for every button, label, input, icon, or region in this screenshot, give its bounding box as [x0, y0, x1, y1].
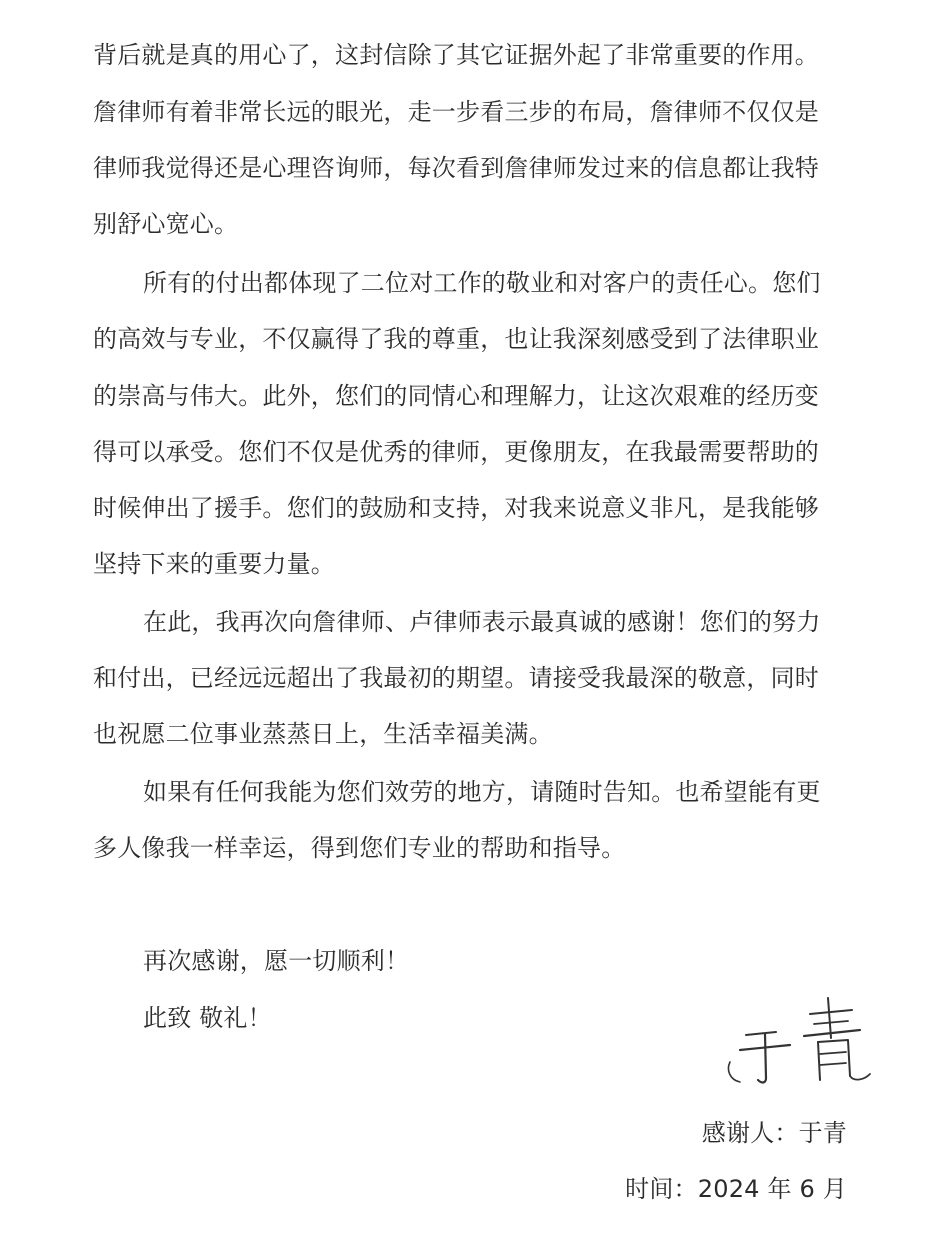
body-line-11: 在此，我再次向詹律师、卢律师表示最真诚的感谢！您们的努力 [143, 608, 821, 636]
body-line-1: 背后就是真的用心了，这封信除了其它证据外起了非常重要的作用。 [93, 41, 819, 69]
body-line-13: 也祝愿二位事业蒸蒸日上，生活幸福美满。 [93, 720, 553, 748]
closing-thanks: 再次感谢，愿一切顺利！ [143, 947, 410, 975]
thanker-label: 感谢人：于青 [701, 1119, 847, 1147]
body-line-10: 坚持下来的重要力量。 [93, 550, 335, 578]
body-line-14: 如果有任何我能为您们效劳的地方，请随时告知。也希望能有更 [143, 778, 821, 806]
body-line-8: 得可以承受。您们不仅是优秀的律师，更像朋友，在我最需要帮助的 [93, 438, 819, 466]
body-line-2: 詹律师有着非常长远的眼光，走一步看三步的布局，詹律师不仅仅是 [93, 98, 819, 126]
body-line-7: 的崇高与伟大。此外，您们的同情心和理解力，让这次艰难的经历变 [93, 382, 819, 410]
body-line-5: 所有的付出都体现了二位对工作的敬业和对客户的责任心。您们 [143, 269, 821, 297]
body-line-4: 别舒心宽心。 [93, 210, 239, 238]
body-line-6: 的高效与专业，不仅赢得了我的尊重，也让我深刻感受到了法律职业 [93, 325, 819, 353]
body-line-3: 律师我觉得还是心理咨询师，每次看到詹律师发过来的信息都让我特 [93, 154, 819, 182]
date-label: 时间：2024 年 6 月 [625, 1175, 847, 1203]
closing-salutation: 此致 敬礼！ [143, 1004, 272, 1032]
body-line-12: 和付出，已经远远超出了我最初的期望。请接受我最深的敬意，同时 [93, 664, 819, 692]
body-line-15: 多人像我一样幸运，得到您们专业的帮助和指导。 [93, 834, 626, 862]
handwritten-signature [718, 990, 878, 1090]
body-line-9: 时候伸出了援手。您们的鼓励和支持，对我来说意义非凡，是我能够 [93, 494, 819, 522]
